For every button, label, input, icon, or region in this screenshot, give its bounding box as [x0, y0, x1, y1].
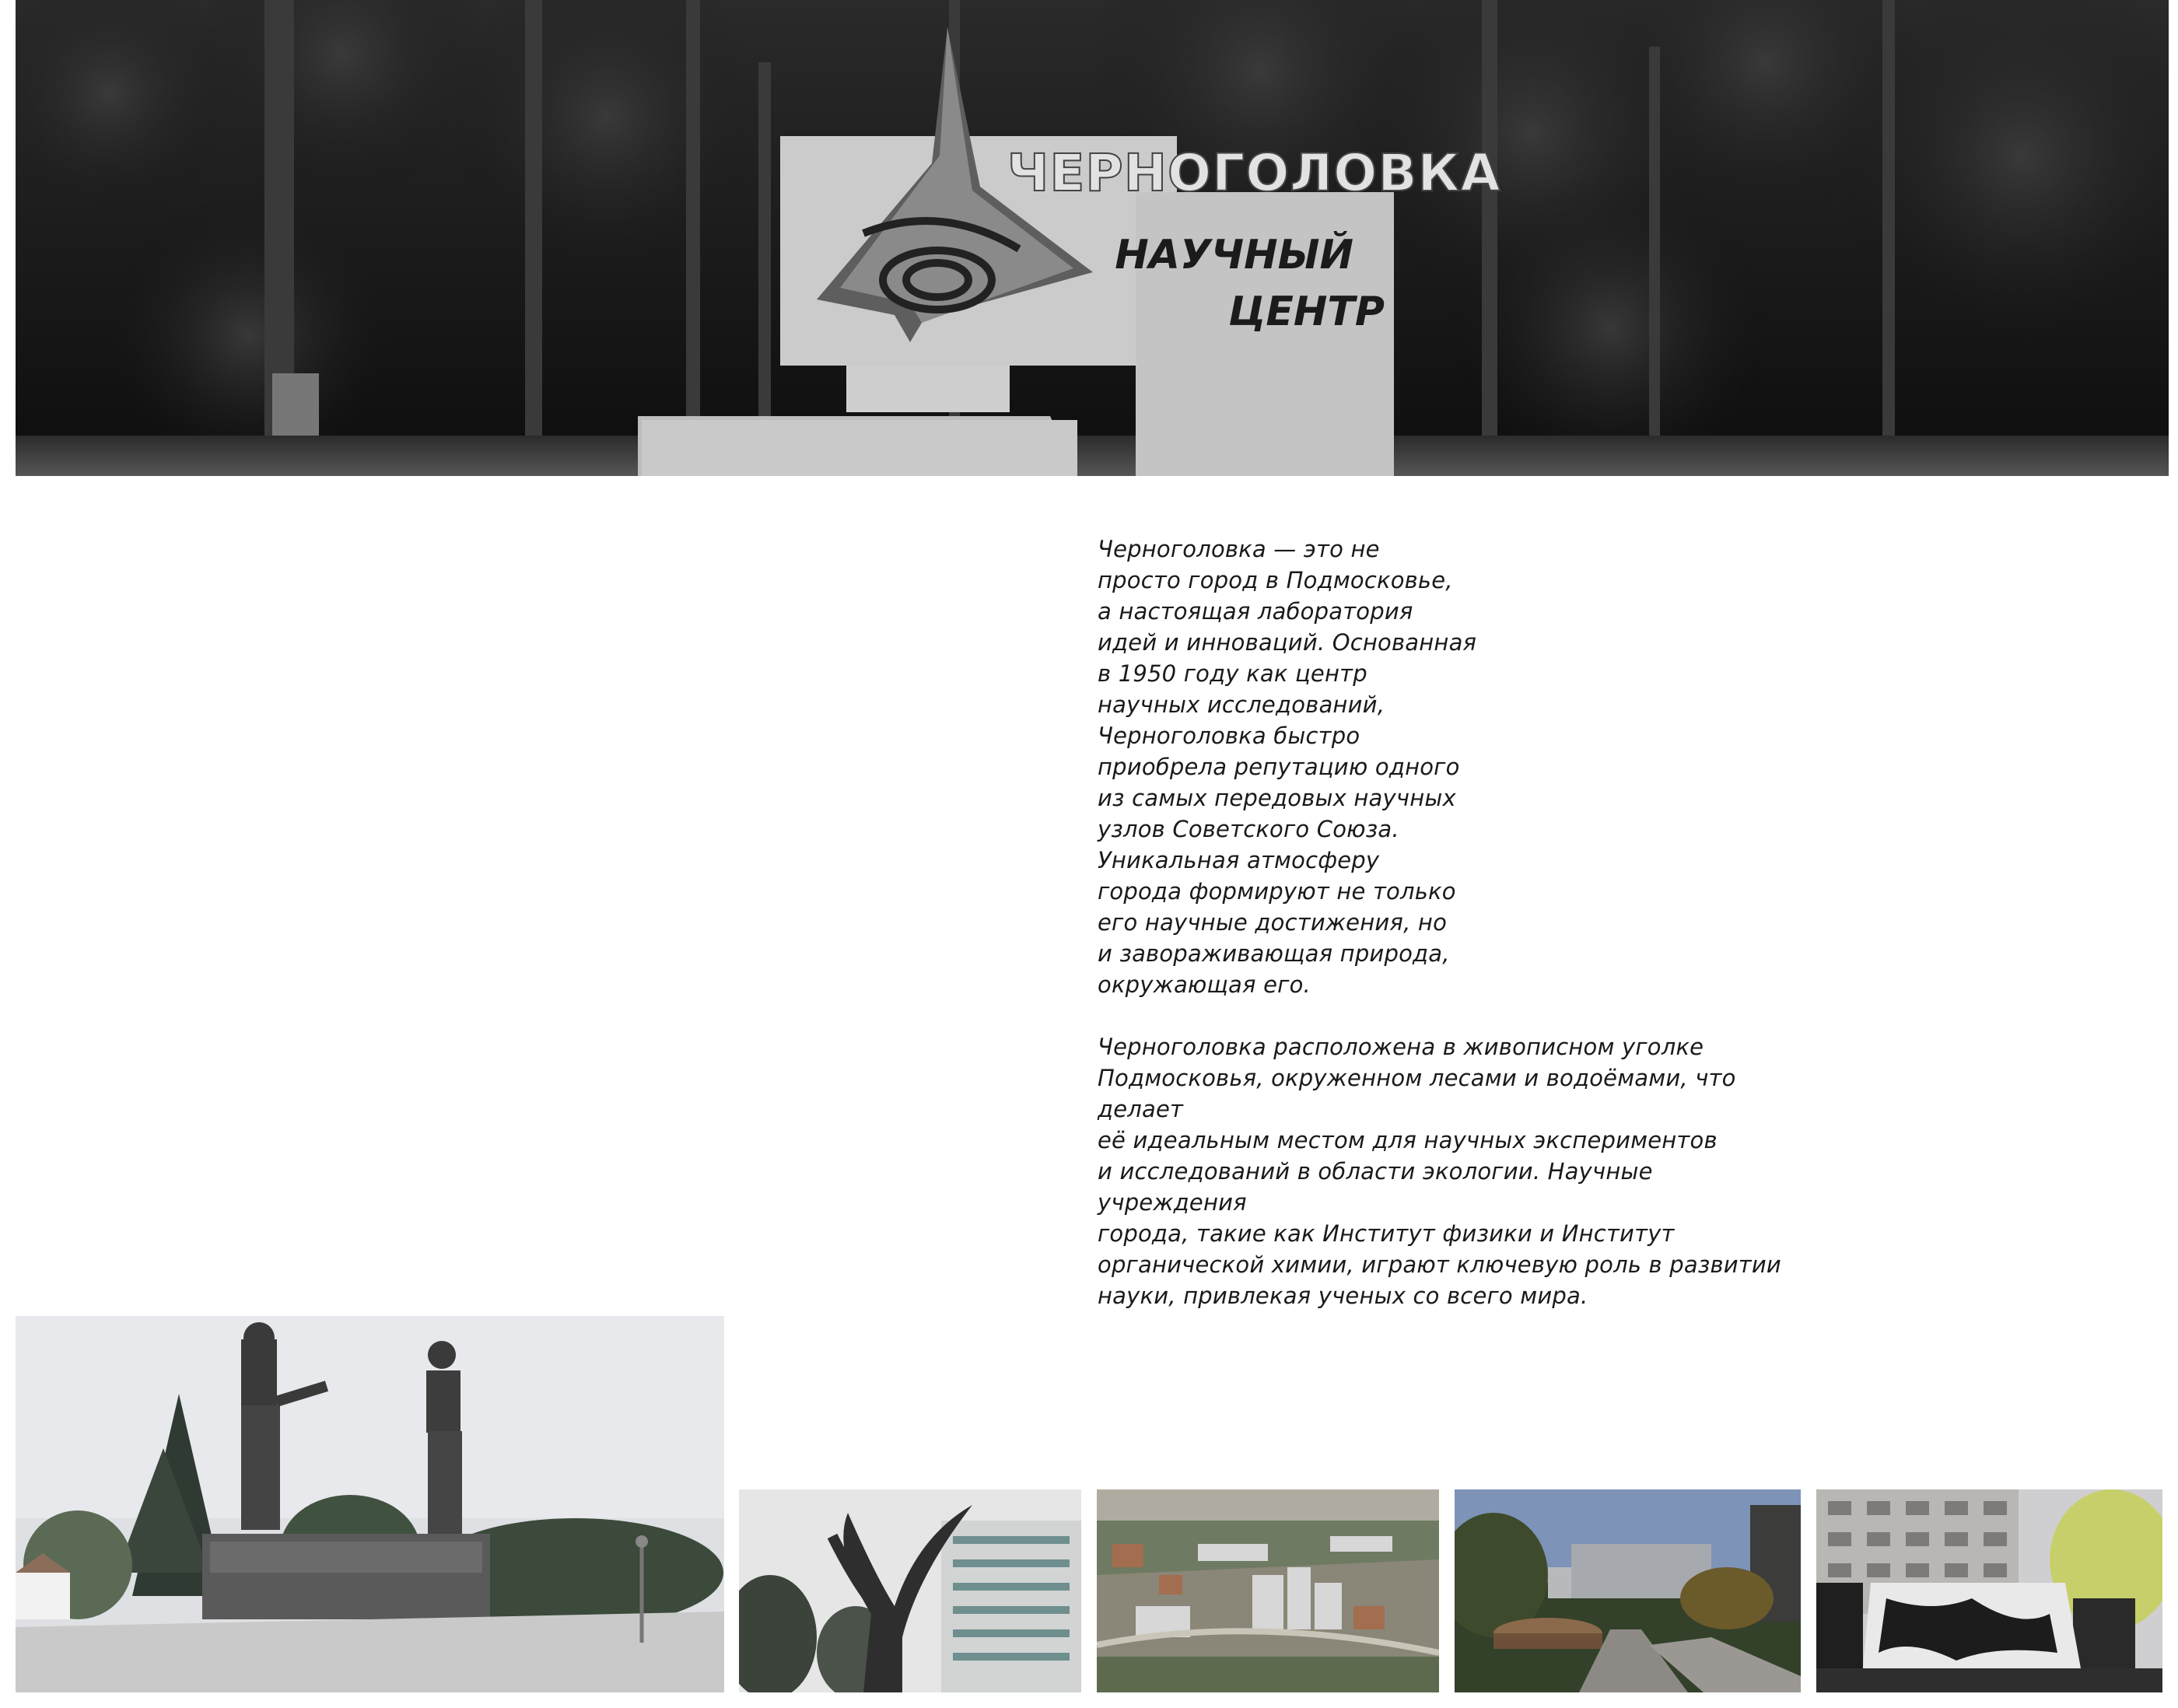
intro-paragraph-1: Черноголовка — это не просто город в Подмосковье, а настоящая лаборатория идей и инноваций. Основанная в 1950 году как центр научных исследований, Черноголовка быстро приобрела репутацию одного из самых передовых научных узлов Советского Союза. Уникальная атмосферу города формируют не только его научные достижения, но и завораживающая природа, окружающая его. [1098, 536, 1477, 998]
hero-banner [16, 0, 2169, 476]
hero-sign-title: ЧЕРНОГОЛОВКА [1007, 143, 1501, 203]
birds-sculpture-photo [739, 1489, 1081, 1692]
monument-photo [16, 1316, 724, 1692]
park-path-photo [1455, 1489, 1801, 1692]
hero-sign-line2: ЦЕНТР [1228, 289, 1385, 335]
hero-sign-line1: НАУЧНЫЙ [1115, 232, 1353, 278]
intro-text [1098, 534, 1798, 1311]
hero-forest-sign-image [16, 0, 2169, 476]
intro-paragraph-2: Черноголовка расположена в живописном уголке Подмосковья, окруженном лесами и водоёмами, что делает её идеальным местом для научных экспериментов и исследований в области экологии. Научные учреждения города, такие как Институт физики и Институт органической химии, играют ключевую роль в развитии науки, привлекая ученых со всего мира. [1098, 1034, 1781, 1309]
art-installation-photo [1816, 1489, 2162, 1692]
aerial-city-photo [1097, 1489, 1439, 1692]
